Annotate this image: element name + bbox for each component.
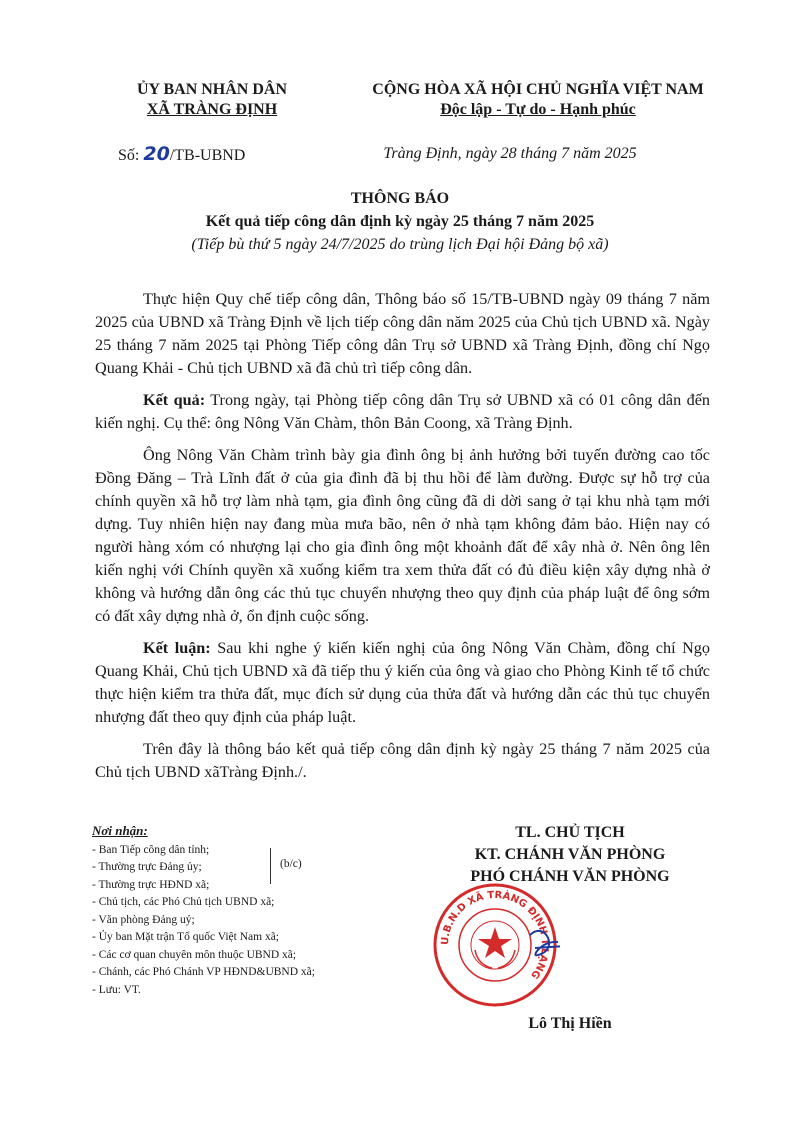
- nation-motto: Độc lập - Tự do - Hạnh phúc: [440, 101, 636, 118]
- paragraph-3: Ông Nông Văn Chàm trình bày gia đình ông bị ảnh hưởng bởi tuyến đường cao tốc Đồng Đăng – Trà Lĩnh đất ở của gia đình đã bị thu hồi để làm đường. Được sự hỗ trợ của chính quyền xã hỗ trợ làm nhà tạm, gia đình ông cũng đã di dời sang ở tại khu nhà tạm mới dựng. Tuy nhiên hiện nay đang mùa mưa bão, nên ở nhà tạm không đảm bảo. Hiện nay có người hàng xóm có nhượng lại cho gia đình ông một khoảnh đất để xây nhà ở. Nên ông lên kiến nghị với Chính quyền xã xuống kiểm tra xem thửa đất có đủ điều kiện xây dựng nhà ở không và hướng dẫn ông các thủ tục chuyển nhượng theo quy định của pháp luật để ông sớm có đất xây dựng nhà ở, ổn định cuộc sống.: [95, 446, 710, 625]
- number-prefix: Số:: [118, 147, 140, 164]
- recipient-item: - Ban Tiếp công dân tỉnh;: [92, 843, 210, 856]
- issuing-agency: [112, 80, 312, 120]
- recipient-item: - Chánh, các Phó Chánh VP HĐND&UBND xã;: [92, 966, 315, 978]
- paragraph-4: [95, 637, 710, 729]
- seal-text: U.B.N.D XÃ TRÀNG ĐỊNH T.LẠNG: [439, 889, 551, 981]
- paragraph-1: Thực hiện Quy chế tiếp công dân, Thông báo số 15/TB-UBND ngày 09 tháng 7 năm 2025 của UBND xã Tràng Định về lịch tiếp công dân năm 2025 của Chủ tịch UBND xã. Ngày 25 tháng 7 năm 2025 tại Phòng Tiếp công dân Trụ sở UBND xã Tràng Định, đồng chí Ngọ Quang Khải - Chủ tịch UBND xã đã chủ trì tiếp công dân.: [95, 290, 710, 377]
- recipients-list: [92, 842, 412, 1000]
- signer-name: Lô Thị Hiền: [528, 1015, 612, 1032]
- recipient-item: - Thường trực Đảng ủy;: [92, 861, 202, 873]
- result-label: Kết quả:: [143, 391, 206, 409]
- agency-line-2: XÃ TRÀNG ĐỊNH: [146, 101, 278, 118]
- recipient-item: - Thường trực HĐND xã;: [92, 878, 210, 891]
- result-text: Trong ngày, tại Phòng tiếp công dân Trụ sở UBND xã có 01 công dân đến kiến nghị. Cụ thể: ông Nông Văn Chàm, thôn Bản Coong, xã Tràng Định.: [95, 391, 710, 432]
- conclusion-label: Kết luận:: [143, 639, 211, 657]
- recipient-bracket: [270, 848, 272, 884]
- recipients-block: [92, 822, 412, 999]
- recipient-item: - Văn phòng Đảng uỷ;: [92, 913, 195, 926]
- paragraph-2: [95, 389, 710, 435]
- document-note: (Tiếp bù thứ 5 ngày 24/7/2025 do trùng lịch Đại hội Đảng bộ xã): [191, 236, 609, 253]
- number-suffix: /TB-UBND: [169, 147, 246, 164]
- document-title: THÔNG BÁO: [350, 190, 450, 207]
- national-header: [318, 80, 758, 120]
- nation-title: CỘNG HÒA XÃ HỘI CHỦ NGHĨA VIỆT NAM: [372, 81, 704, 98]
- document-subtitle: Kết quả tiếp công dân định kỳ ngày 25 tháng 7 năm 2025: [205, 213, 595, 230]
- document-body: [95, 288, 710, 793]
- official-seal-stamp: [430, 880, 560, 1010]
- place-date: Tràng Định, ngày 28 tháng 7 năm 2025: [383, 145, 637, 162]
- seal-star: [478, 927, 512, 958]
- signature-block: [420, 822, 720, 888]
- signature-line-1: TL. CHỦ TỊCH: [515, 824, 625, 841]
- agency-line-1: ỦY BAN NHÂN DÂN: [136, 81, 288, 98]
- recipient-item: - Ủy ban Mặt trận Tổ quốc Việt Nam xã;: [92, 931, 279, 943]
- handwritten-number: 20: [143, 143, 170, 165]
- recipients-title: Nơi nhận:: [92, 823, 148, 838]
- conclusion-text: Sau khi nghe ý kiến kiến nghị của ông Nông Văn Chàm, đồng chí Ngọ Quang Khải, Chủ tịch UBND xã đã tiếp thu ý kiến của ông và giao cho Phòng Kinh tế tổ chức thực hiện kiểm tra thửa đất, mục đích sử dụng của thửa đất và hướng dẫn các thủ tục chuyển nhượng đất theo quy định của pháp luật.: [95, 639, 710, 726]
- signature-line-3: PHÓ CHÁNH VĂN PHÒNG: [470, 868, 670, 885]
- document-number: [118, 143, 245, 165]
- paragraph-5: Trên đây là thông báo kết quả tiếp công dân định kỳ ngày 25 tháng 7 năm 2025 của Chủ tịch UBND xãTràng Định./.: [95, 740, 710, 781]
- bracket-note: (b/c): [280, 858, 302, 870]
- recipient-item: - Các cơ quan chuyên môn thuộc UBND xã;: [92, 948, 297, 961]
- recipient-item: - Lưu: VT.: [92, 983, 141, 996]
- signature-line-2: KT. CHÁNH VĂN PHÒNG: [474, 846, 666, 863]
- recipient-item: - Chủ tịch, các Phó Chủ tịch UBND xã;: [92, 896, 275, 908]
